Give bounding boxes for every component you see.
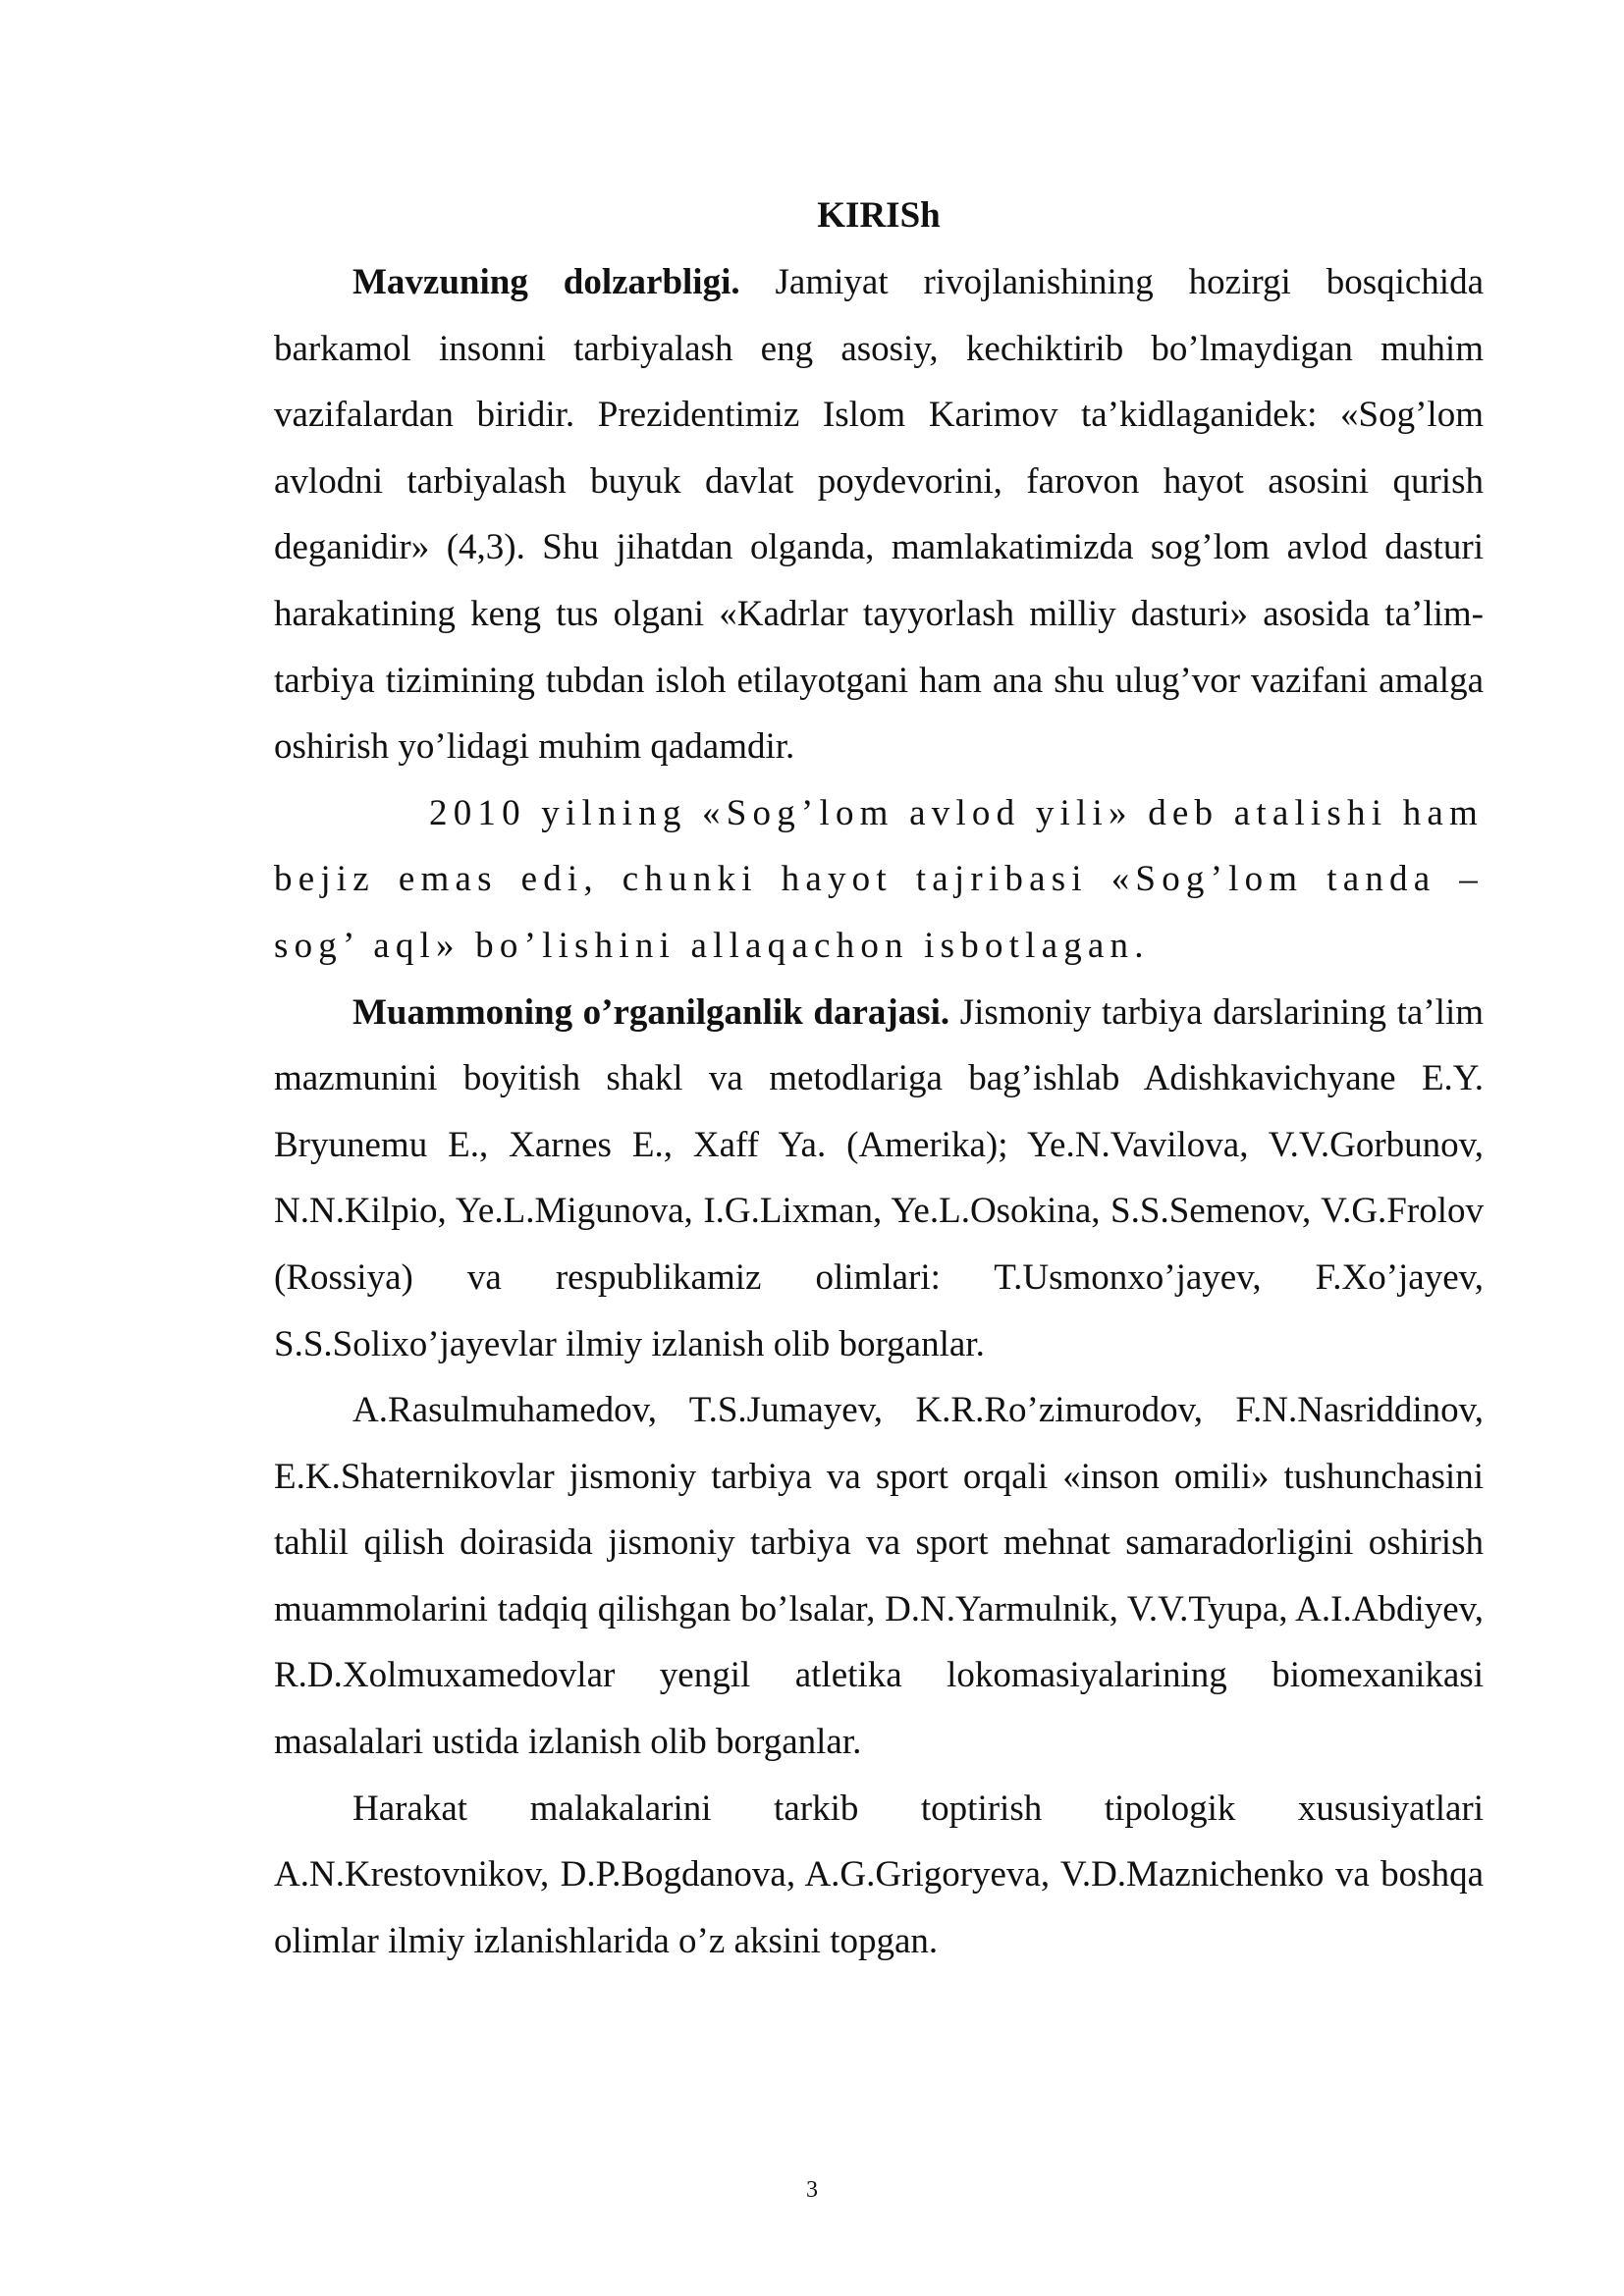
paragraph-year-2010 <box>274 780 1484 980</box>
page-number: 3 <box>806 2177 818 2203</box>
paragraph-motor-skills <box>274 1776 1484 1975</box>
paragraph-researchers <box>274 1377 1484 1776</box>
paragraph-text-relevance: Jamiyat rivojlanishining hozirgi bosqichida barkamol insonni tarbiyalash eng asosiy, kechiktirib bo’lmaydigan muhim vazifalardan biridir. Prezidentimiz Islom Karimov ta’kidlaganidek: «Sog’lom avlodni tarbiyalash buyuk davlat poydevorini, farovon hayot asosini qurish deganidir» (4,3). Shu jihatdan olganda, mamlakatimizda sog’lom avlod dasturi harakatining keng tus olgani «Kadrlar tayyorlash milliy dasturi» asosida ta’lim-tarbiya tizimining tubdan isloh etilayotgani ham ana shu ulug’vor vazifani amalga oshirish yo’lidagi muhim qadamdir. <box>274 262 1485 768</box>
page-content <box>274 183 1484 1974</box>
paragraph-lead-research-degree: Muammoning o’rganilganlik darajasi. <box>352 991 950 1033</box>
paragraph-relevance <box>274 249 1484 780</box>
paragraph-text-researchers: A.Rasulmuhamedov, T.S.Jumayev, K.R.Ro’zimurodov, F.N.Nasriddinov, E.K.Shaternikovlar jismoniy tarbiya va sport orqali «inson omili» tushunchasini tahlil qilish doirasida jismoniy tarbiya va sport mehnat samaradorligini oshirish muammolarini tadqiq qilishgan bo’lsalar, D.N.Yarmulnik, V.V.Tyupa, A.I.Abdiyev, R.D.Xolmuxamedovlar yengil atletika lokomasiyalarining biomexanikasi masalalari ustida izlanish olib borganlar. <box>274 1390 1484 1763</box>
paragraph-text-research-degree: Jismoniy tarbiya darslarining ta’lim mazmunini boyitish shakl va metodlariga bag’ishlab Adishkavichyane E.Y. Bryunemu E., Xarnes E., Xaff Ya. (Amerika); Ye.N.Vavilova, V.V.Gorbunov, N.N.Kilpio, Ye.L.Migunova, I.G.Lixman, Ye.L.Osokina, S.S.Semenov, V.G.Frolov (Rossiya) va respublikamiz olimlari: T.Usmonxo’jayev, F.Xo’jayev, S.S.Solixo’jayevlar ilmiy izlanish olib borganlar. <box>274 991 1484 1364</box>
paragraph-text-motor-skills: Harakat malakalarini tarkib toptirish tipologik xususiyatlari A.N.Krestovnikov, D.P.Bogdanova, A.G.Grigoryeva, V.D.Maznichenko va boshqa olimlar ilmiy izlanishlarida o’z aksini topgan. <box>274 1788 1484 1961</box>
section-title: KIRISh <box>817 195 941 236</box>
paragraph-lead-relevance: Mavzuning dolzarbligi. <box>352 262 740 302</box>
paragraph-text-year-2010: 2010 yilning «Sog’lom avlod yili» deb atalishi ham bejiz emas edi, chunki hayot tajribasi «Sog’lom tanda – sog’ aql» bo’lishini allaqachon isbotlagan. <box>274 792 1484 966</box>
paragraph-research-degree <box>274 980 1484 1378</box>
